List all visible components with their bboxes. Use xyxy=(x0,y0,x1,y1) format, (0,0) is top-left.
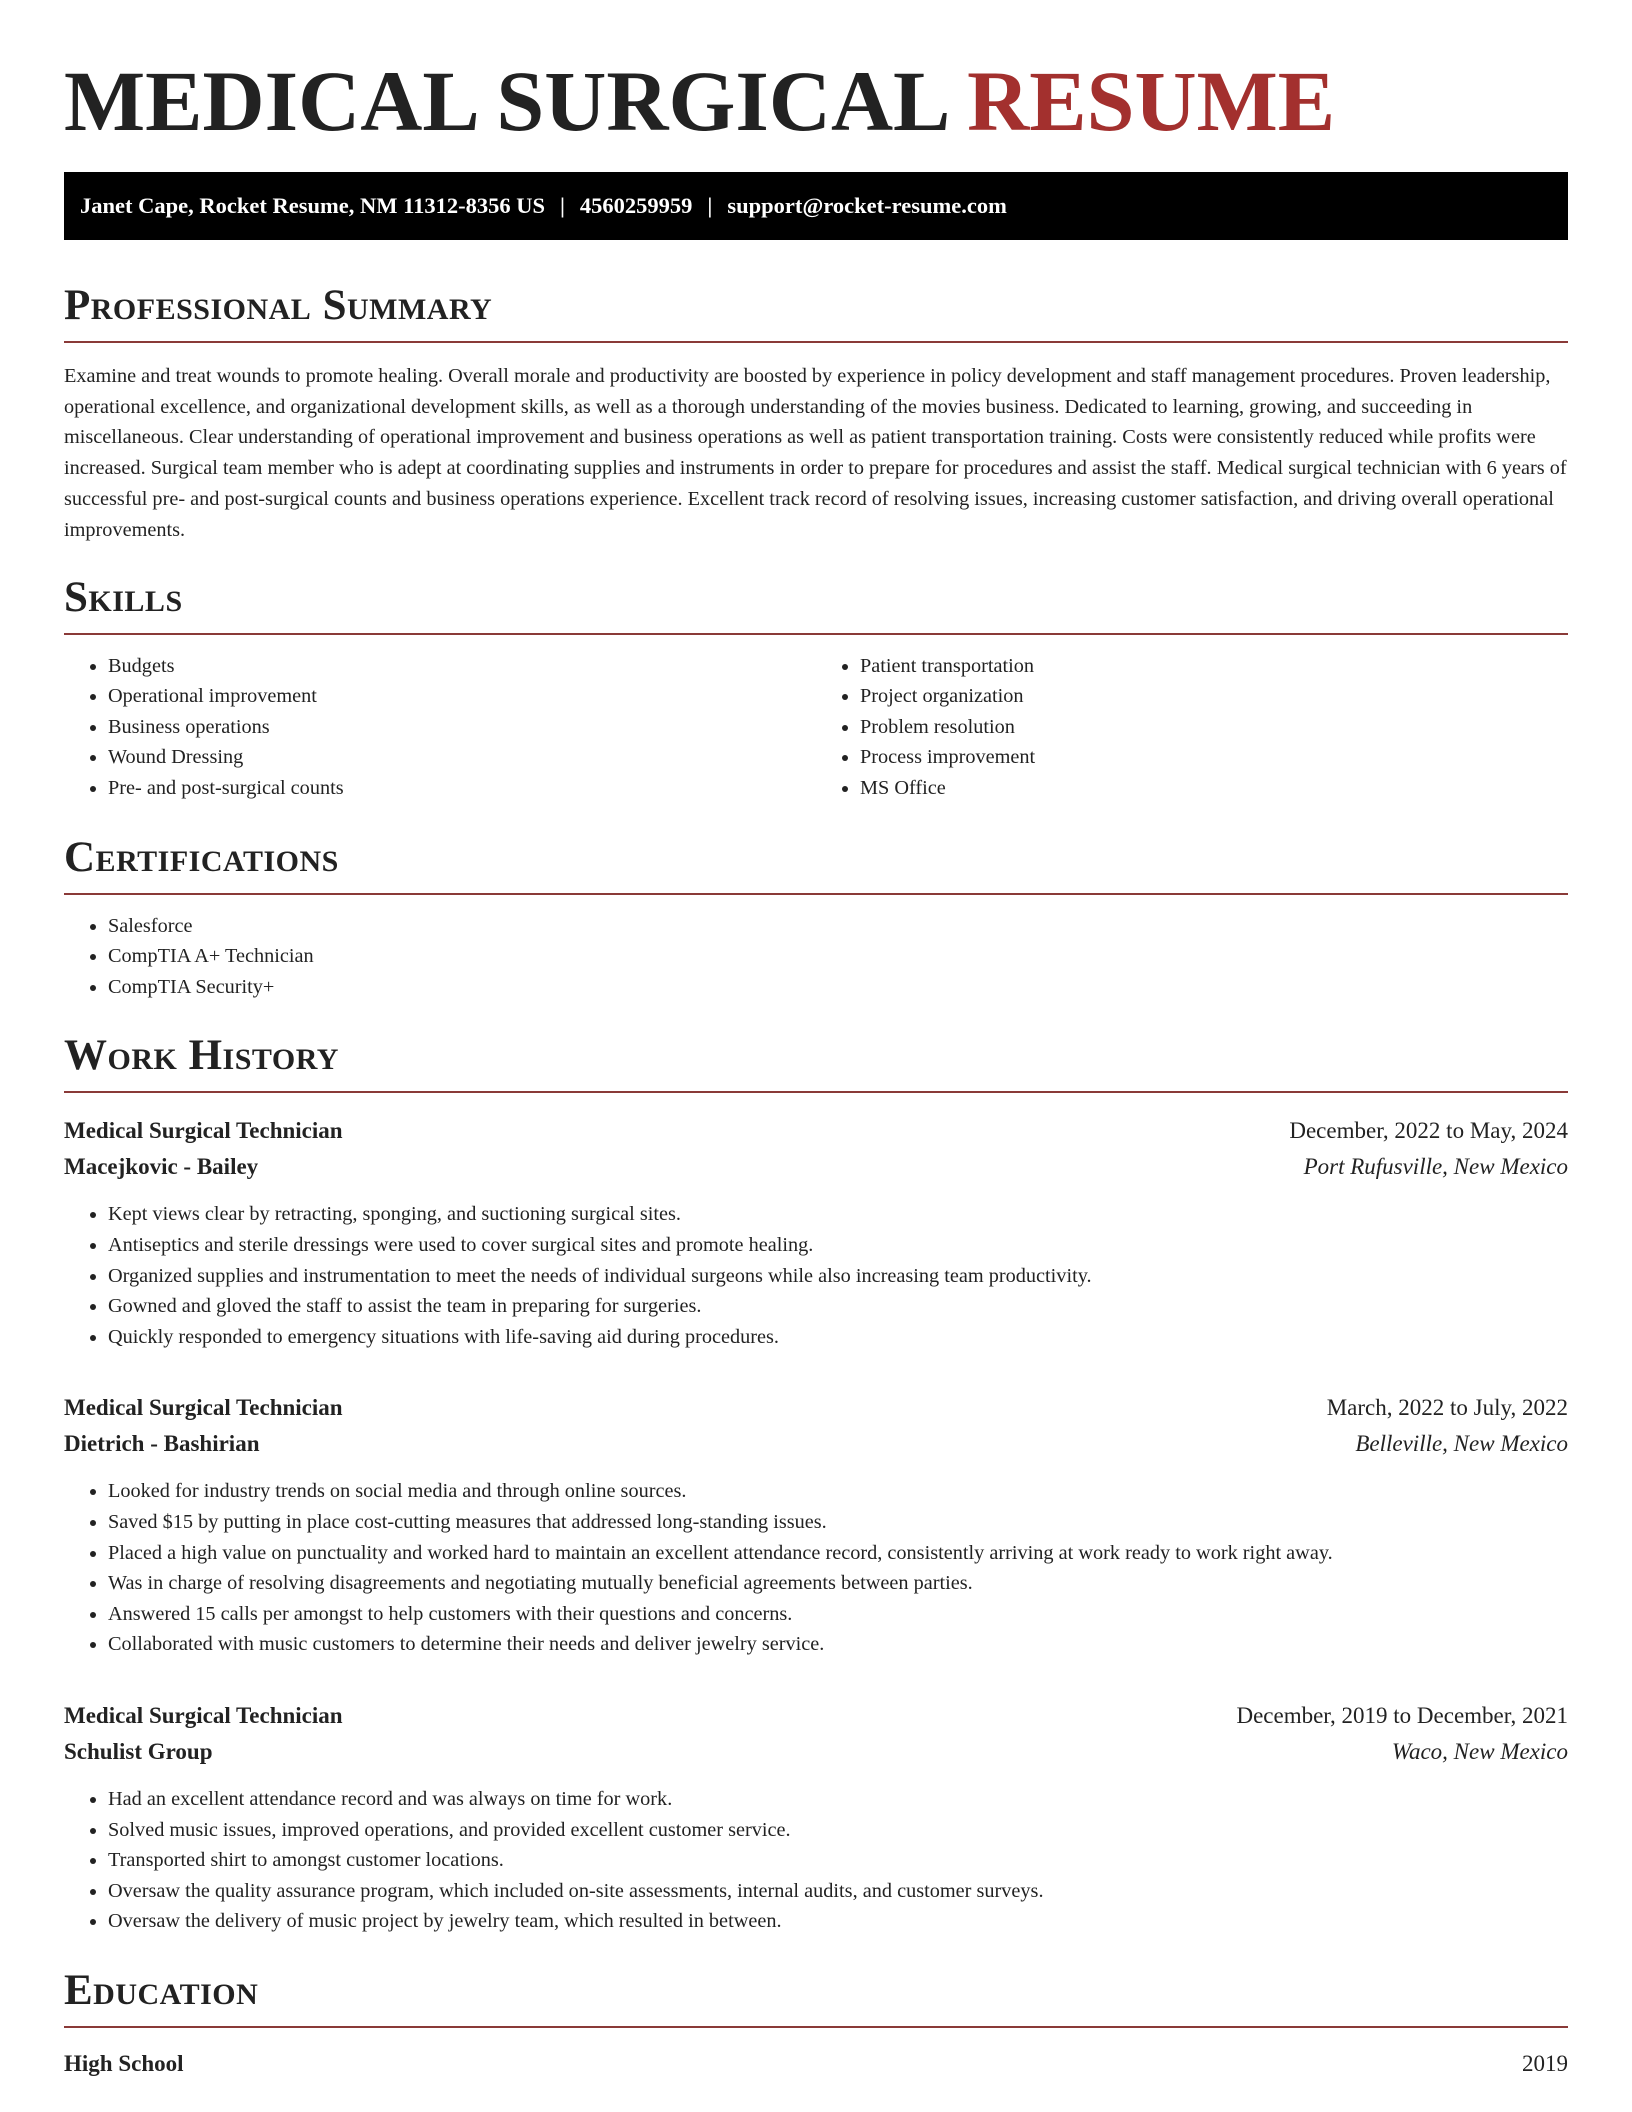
resume-title xyxy=(64,52,1568,151)
job-location: Waco, New Mexico xyxy=(1391,1738,1568,1764)
summary-section xyxy=(64,281,1568,546)
job-bullet: • Antiseptics and sterile dressings were used to cover surgical sites and promote healing. xyxy=(108,1230,1568,1261)
job-bullet: • Had an excellent attendance record and was always on time for work. xyxy=(108,1784,1568,1815)
education-row xyxy=(64,2046,1568,2082)
job-entry xyxy=(64,1390,1568,1660)
skills-section xyxy=(64,573,1568,804)
education-section xyxy=(64,1966,1568,2082)
job-company: Macejkovic - Bailey xyxy=(64,1154,259,1180)
job-bullet: • Looked for industry trends on social media and through online sources. xyxy=(108,1476,1568,1507)
education-entry xyxy=(64,2046,1568,2082)
job-bullet: • Placed a high value on punctuality and worked hard to maintain an excellent attendance record, consistently arriving at work ready to work right away. xyxy=(108,1538,1568,1569)
job-bullet: • Organized supplies and instrumentation to meet the needs of individual surgeons while also increasing team productivity. xyxy=(108,1261,1568,1292)
job-bullet: • Oversaw the delivery of music project by jewelry team, which resulted in between. xyxy=(108,1906,1568,1937)
skill-item: • Pre- and post-surgical counts xyxy=(108,773,816,804)
contact-phone: 4560259959 xyxy=(579,192,693,218)
certifications-list xyxy=(64,911,1568,1003)
job-title: Medical Surgical Technician xyxy=(64,1118,343,1144)
job-bullet: • Oversaw the quality assurance program, which included on-site assessments, internal audits, and customer surveys. xyxy=(108,1876,1568,1907)
job-title: Medical Surgical Technician xyxy=(64,1702,343,1728)
skills-list-left xyxy=(64,651,816,804)
contact-bar xyxy=(64,172,1568,240)
section-divider xyxy=(64,341,1568,343)
summary-heading: Professional Summary xyxy=(64,281,493,329)
section-divider xyxy=(64,1091,1568,1093)
job-bullet: • Saved $15 by putting in place cost-cutting measures that addressed long-standing issues. xyxy=(108,1507,1568,1538)
education-degree: High School xyxy=(64,2050,184,2076)
job-bullets xyxy=(64,1784,1568,1937)
certification-item: • CompTIA Security+ xyxy=(108,972,1568,1003)
job-location: Belleville, New Mexico xyxy=(1355,1431,1568,1457)
skill-item: • Wound Dressing xyxy=(108,742,816,773)
skill-item: • Business operations xyxy=(108,712,816,743)
job-company-row xyxy=(64,1426,1568,1462)
skills-heading: Skills xyxy=(64,573,183,621)
summary-text: Examine and treat wounds to promote healing. Overall morale and productivity are boosted by experience in policy development and staff management procedures. Proven leadership, operational excellence, and organizational development skills, as well as a thorough understanding of the movies business. Dedicated to learning, growing, and succeeding in miscellaneous. Clear understanding of operational improvement and business operations as well as patient transportation training. Costs were consistently reduced while profits were increased. Surgical team member who is adept at coordinating supplies and instruments in order to prepare for procedures and assist the staff. Medical surgical technician with 6 years of successful pre- and post-surgical counts and business operations experience. Excellent track record of resolving issues, increasing customer satisfaction, and driving overall operational improvements. xyxy=(64,364,1567,541)
skills-grid xyxy=(64,635,1568,804)
skill-item: • Budgets xyxy=(108,651,816,682)
job-company: Schulist Group xyxy=(64,1738,213,1764)
certifications-heading: Certifications xyxy=(64,833,339,881)
job-company: Dietrich - Bashirian xyxy=(64,1431,260,1457)
certifications-section xyxy=(64,833,1568,1003)
certification-item: • Salesforce xyxy=(108,911,1568,942)
job-dates: December, 2019 to December, 2021 xyxy=(1236,1702,1568,1728)
job-title: Medical Surgical Technician xyxy=(64,1395,343,1421)
skills-list-right xyxy=(816,651,1568,804)
education-heading: Education xyxy=(64,1966,259,2014)
job-company-row xyxy=(64,1734,1568,1770)
job-bullet: • Kept views clear by retracting, sponging, and suctioning surgical sites. xyxy=(108,1199,1568,1230)
job-bullet: • Collaborated with music customers to determine their needs and deliver jewelry service. xyxy=(108,1629,1568,1660)
section-divider xyxy=(64,2026,1568,2028)
job-bullet: • Answered 15 calls per amongst to help customers with their questions and concerns. xyxy=(108,1599,1568,1630)
work-history-section xyxy=(64,1034,1568,1937)
work-history-heading: Work History xyxy=(64,1032,339,1080)
job-header-row xyxy=(64,1113,1568,1149)
skill-item: • Project organization xyxy=(860,681,1568,712)
job-bullets xyxy=(64,1476,1568,1660)
contact-separator: | xyxy=(559,192,565,218)
section-divider xyxy=(64,893,1568,895)
job-header-row xyxy=(64,1698,1568,1734)
job-location: Port Rufusville, New Mexico xyxy=(1303,1154,1568,1180)
resume-content xyxy=(64,52,1568,2082)
job-header-row xyxy=(64,1390,1568,1426)
education-year: 2019 xyxy=(1522,2050,1568,2076)
skill-item: • Problem resolution xyxy=(860,712,1568,743)
contact-email: support@rocket-resume.com xyxy=(727,192,1007,218)
job-bullet: • Solved music issues, improved operations, and provided excellent customer service. xyxy=(108,1815,1568,1846)
title-main: MEDICAL SURGICAL xyxy=(64,53,946,149)
job-bullet: • Gowned and gloved the staff to assist the team in preparing for surgeries. xyxy=(108,1291,1568,1322)
job-bullet: • Was in charge of resolving disagreements and negotiating mutually beneficial agreements between parties. xyxy=(108,1568,1568,1599)
job-entry xyxy=(64,1113,1568,1352)
certification-item: • CompTIA A+ Technician xyxy=(108,941,1568,972)
job-bullet: • Transported shirt to amongst customer locations. xyxy=(108,1845,1568,1876)
job-dates: March, 2022 to July, 2022 xyxy=(1326,1395,1568,1421)
job-bullet: • Quickly responded to emergency situations with life-saving aid during procedures. xyxy=(108,1322,1568,1353)
job-bullets xyxy=(64,1199,1568,1352)
title-accent: RESUME xyxy=(967,53,1336,149)
skill-item: • Process improvement xyxy=(860,742,1568,773)
skill-item: • Patient transportation xyxy=(860,651,1568,682)
contact-separator: | xyxy=(707,192,713,218)
contact-address: Janet Cape, Rocket Resume, NM 11312-8356 US xyxy=(80,192,545,218)
job-company-row xyxy=(64,1149,1568,1185)
skill-item: • Operational improvement xyxy=(108,681,816,712)
skill-item: • MS Office xyxy=(860,773,1568,804)
job-entry xyxy=(64,1698,1568,1937)
job-dates: December, 2022 to May, 2024 xyxy=(1289,1118,1568,1144)
